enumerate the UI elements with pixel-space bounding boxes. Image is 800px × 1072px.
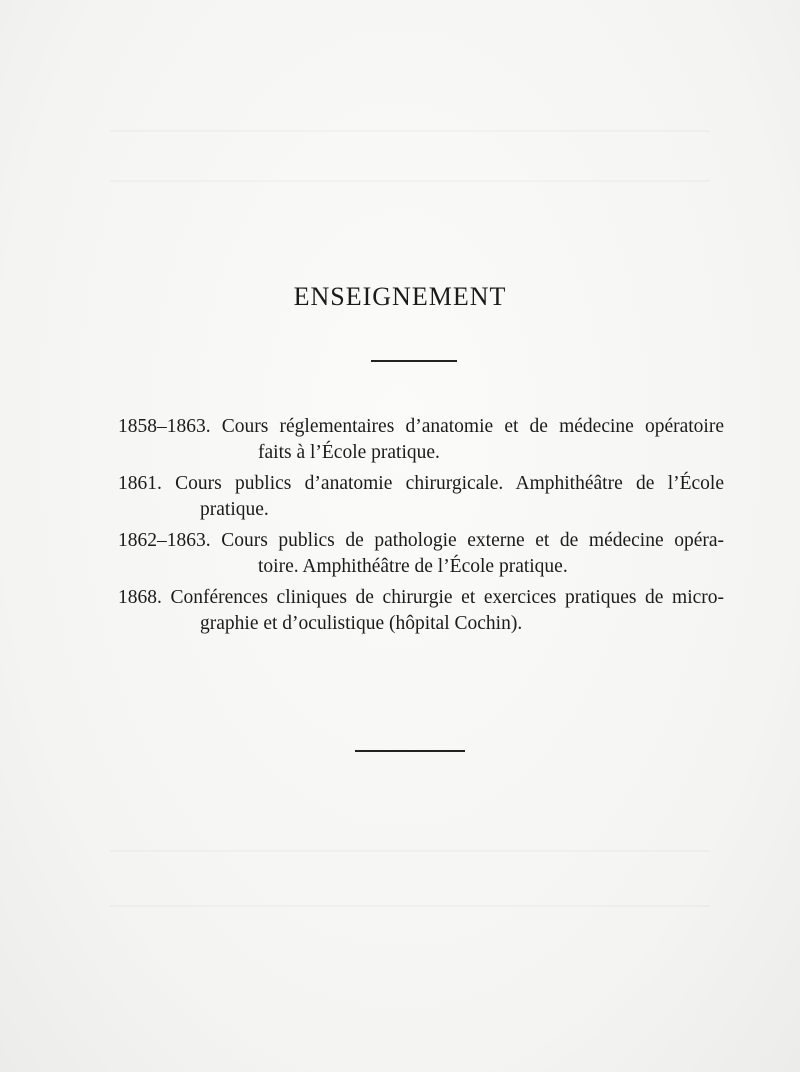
entry-text: Cours publics de pathologie externe et de médecine opéra- bbox=[221, 530, 725, 551]
entry-year: 1861. bbox=[118, 473, 162, 494]
entry-text: Cours réglementaires d’anatomie et de médecine opératoire bbox=[221, 416, 724, 437]
bleed-through-mark bbox=[110, 180, 710, 182]
title-divider bbox=[371, 360, 457, 362]
entry-1861 bbox=[118, 471, 724, 523]
entry-continuation: graphie et d’oculistique (hôpital Cochin). bbox=[200, 613, 523, 634]
page-title: ENSEIGNEMENT bbox=[293, 282, 507, 311]
entry-1862-1863 bbox=[118, 528, 724, 580]
entry-first-line bbox=[118, 414, 724, 440]
entry-first-line bbox=[118, 585, 724, 611]
bleed-through-mark bbox=[110, 850, 710, 852]
entry-text: Conférences cliniques de chirurgie et exercices pratiques de micro- bbox=[170, 587, 725, 608]
entry-continuation: faits à l’École pratique. bbox=[258, 442, 440, 463]
entry-first-line bbox=[118, 528, 724, 554]
entry-continuation: pratique. bbox=[200, 499, 269, 520]
entry-first-line bbox=[118, 471, 724, 497]
bleed-through-mark bbox=[110, 130, 710, 132]
entry-text: Cours publics d’anatomie chirurgicale. Amphithéâtre de l’École bbox=[175, 473, 725, 494]
entry-continuation: toire. Amphithéâtre de l’École pratique. bbox=[258, 556, 568, 577]
entry-year: 1858–1863. bbox=[118, 416, 211, 437]
entry-1858-1863 bbox=[118, 414, 724, 466]
entry-1868 bbox=[118, 585, 724, 637]
entry-year: 1868. bbox=[118, 587, 162, 608]
closing-divider bbox=[355, 750, 465, 752]
bleed-through-mark bbox=[110, 905, 710, 907]
entry-list bbox=[118, 414, 724, 642]
entry-year: 1862–1863. bbox=[118, 530, 211, 551]
